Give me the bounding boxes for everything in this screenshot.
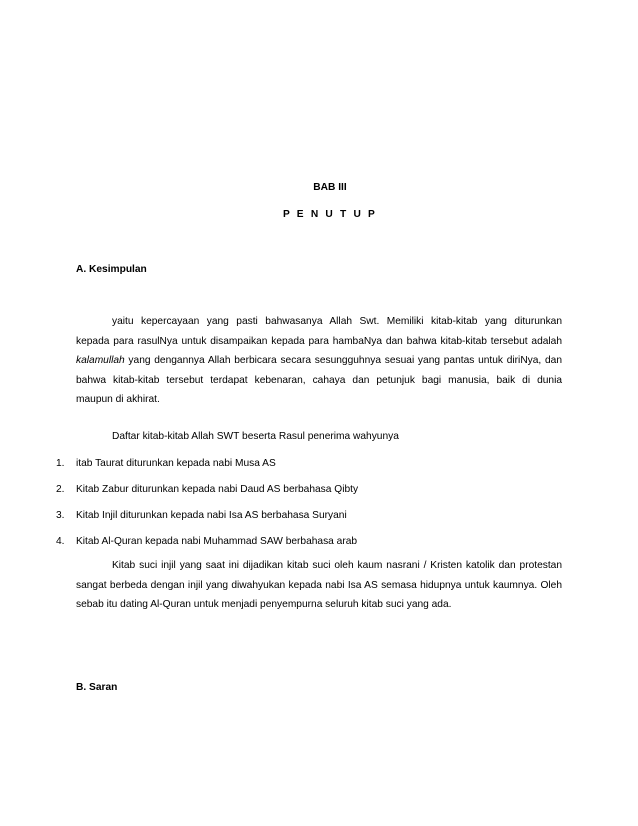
paragraph-line: [76, 351, 562, 371]
list-intro: Daftar kitab-kitab Allah SWT beserta Rasul penerima wahyunya: [112, 431, 399, 442]
list-number: 2.: [56, 484, 65, 495]
list-number: 4.: [56, 536, 65, 547]
paragraph-line: sangat berbeda dengan injil yang diwahyukan kepada nabi Isa AS semasa hidupnya untuk kaumnya. Oleh: [76, 579, 562, 591]
list-text: itab Taurat diturunkan kepada nabi Musa AS: [76, 458, 276, 469]
section-b-heading: B. Saran: [76, 682, 118, 693]
conclusion-paragraph: [76, 312, 562, 410]
list-item: [0, 459, 638, 485]
chapter-label: BAB III: [313, 182, 347, 193]
italic-term: kalamullah: [76, 355, 125, 366]
scripture-list: [0, 459, 638, 563]
section-a-heading: A. Kesimpulan: [76, 264, 147, 275]
paragraph-line: kepada para rasulNya untuk disampaikan kepada para hambaNya dan bahwa kitab-kitab tersebut adalah: [76, 335, 562, 347]
list-number: 3.: [56, 510, 65, 521]
list-number: 1.: [56, 458, 65, 469]
paragraph-line: Kitab suci injil yang saat ini dijadikan kitab suci oleh kaum nasrani / Kristen katolik dan protestan: [112, 560, 562, 571]
paragraph-line: sebab itu dating Al-Quran untuk menjadi penyempurna seluruh kitab suci yang ada.: [76, 599, 452, 610]
paragraph-line: yaitu kepercayaan yang pasti bahwasanya Allah Swt. Memiliki kitab-kitab yang diturunkan: [112, 316, 562, 327]
chapter-title: P E N U T U P: [282, 209, 378, 220]
paragraph-line: bahwa kitab-kitab tersebut terdapat kebenaran, cahaya dan petunjuk bagi manusia, baik di dunia: [76, 374, 562, 386]
paragraph-line: maupun di akhirat.: [76, 394, 160, 405]
list-item: [0, 485, 638, 511]
list-text: Kitab Injil diturunkan kepada nabi Isa AS berbahasa Suryani: [76, 510, 347, 521]
closing-paragraph: [76, 556, 562, 615]
list-item: [0, 511, 638, 537]
paragraph-line-rest: yang dengannya Allah berbicara secara sesungguhnya sesuai yang pantas untuk diriNya, dan: [124, 355, 562, 366]
list-text: Kitab Al-Quran kepada nabi Muhammad SAW berbahasa arab: [76, 536, 358, 547]
list-text: Kitab Zabur diturunkan kepada nabi Daud AS berbahasa Qibty: [76, 484, 359, 495]
